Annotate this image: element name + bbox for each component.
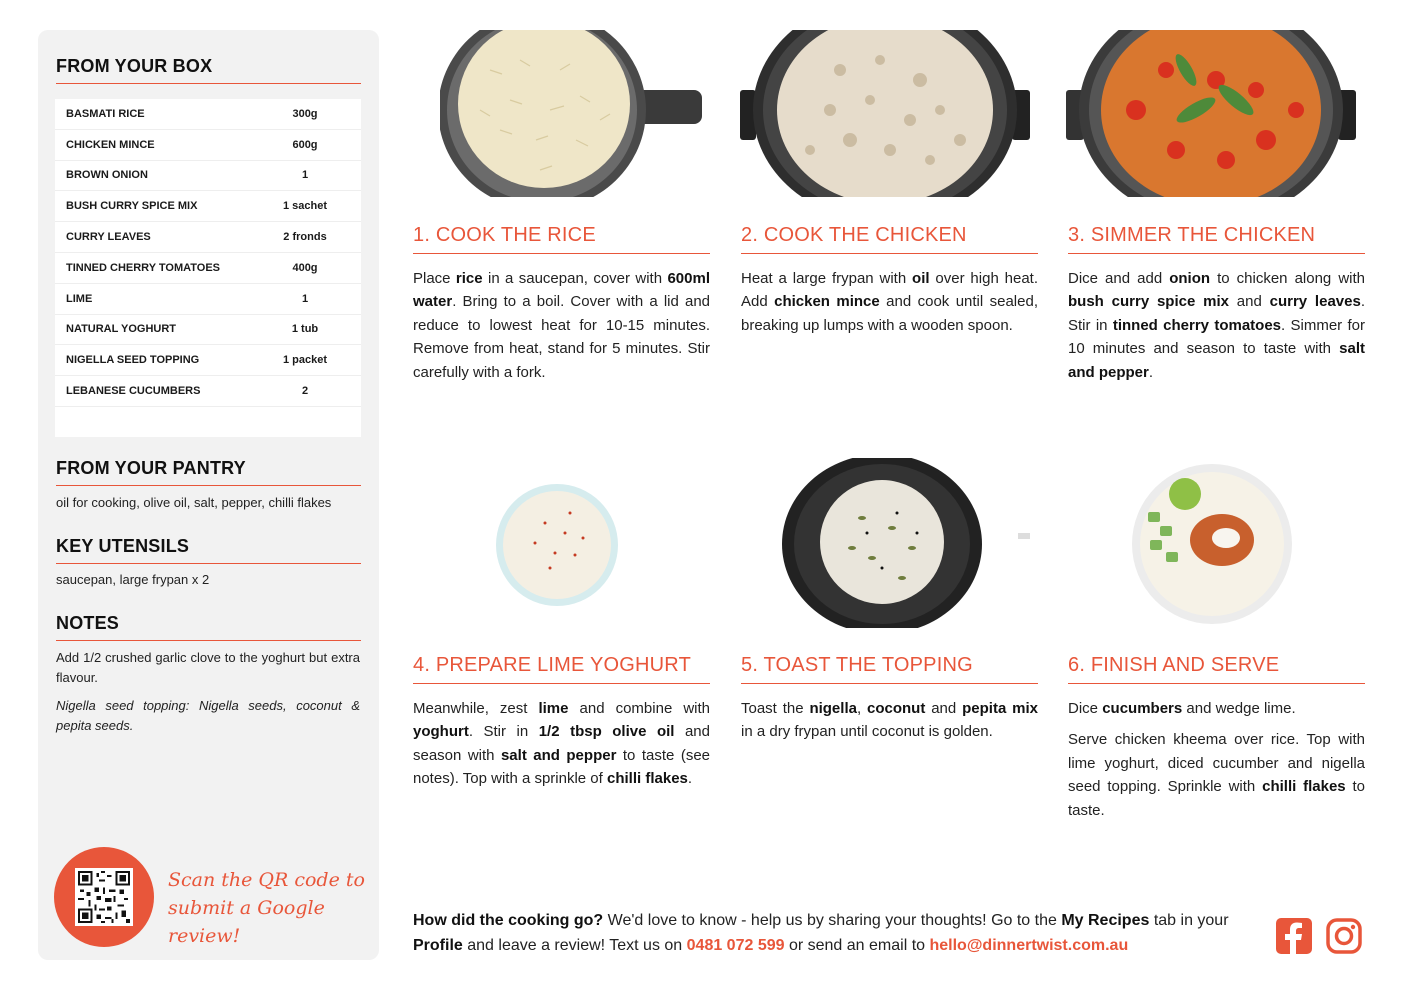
- step-paragraph: [413, 697, 710, 791]
- step-text: and: [925, 700, 963, 717]
- ingredient-name: NATURAL YOGHURT: [66, 323, 176, 336]
- ingredient-row: [55, 315, 361, 346]
- step-text: .: [1148, 363, 1154, 381]
- footer-question: How did the cooking go?: [413, 912, 604, 929]
- step-text: in a dry frypan until coconut is golden.: [741, 723, 993, 741]
- step-text: to taste (see notes). Top with a sprinkle of: [413, 746, 711, 788]
- footer-phone-link[interactable]: 0481 072 599: [686, 937, 785, 954]
- step-text: Meanwhile, zest: [413, 700, 539, 717]
- ingredient-name: CHICKEN MINCE: [66, 138, 155, 151]
- ingredient-name: BASMATI RICE: [66, 107, 145, 120]
- ingredient-qty: 1: [301, 292, 309, 305]
- step-text: and wedge lime.: [1182, 700, 1296, 717]
- step-6-image: [1130, 462, 1294, 626]
- notes-topping-text: Nigella seed topping: Nigella seeds, coconut & pepita seeds.: [56, 698, 360, 733]
- ingredient-row: [55, 191, 361, 222]
- step-text: and cook until sealed, breaking up lumps with a wooden spoon.: [741, 293, 1038, 334]
- step-1-body: [413, 267, 710, 384]
- step-5-image: [782, 458, 1032, 628]
- ingredient-qty: 400g: [292, 261, 318, 274]
- ingredient-name: NIGELLA SEED TOPPING: [66, 354, 200, 367]
- bold-ingredient: curry leaves: [1269, 293, 1361, 311]
- ingredient-row: [55, 161, 361, 192]
- step-text: . Simmer for 10 minutes and season to taste with: [1068, 316, 1365, 358]
- step-paragraph: [413, 267, 710, 384]
- step-4-image: [495, 483, 619, 607]
- ingredient-name: BROWN ONION: [66, 169, 148, 182]
- step-text: and combine with: [568, 700, 711, 717]
- utensils-title: KEY UTENSILS: [56, 536, 361, 564]
- step-text: to taste.: [1068, 778, 1365, 819]
- bold-ingredient: lime: [538, 700, 569, 717]
- ingredient-name: LIME: [66, 292, 93, 305]
- footer-my-recipes: My Recipes: [1061, 912, 1150, 929]
- step-2-title: 2. COOK THE CHICKEN: [741, 224, 1038, 254]
- footer-profile: Profile: [413, 937, 463, 954]
- bold-ingredient: pepita mix: [962, 700, 1038, 717]
- step-paragraph: [1068, 728, 1365, 822]
- ingredient-qty: 300g: [292, 107, 318, 120]
- bold-ingredient: 1/2 tbsp olive oil: [538, 723, 675, 741]
- step-text: Serve chicken kheema over rice. Top with lime yoghurt, diced cucumber and nigella seed topping. Sprinkle with: [1068, 731, 1365, 796]
- qr-caption-line2: submit a Google review!: [168, 897, 325, 947]
- qr-caption: [168, 866, 368, 950]
- bold-ingredient: oil: [912, 270, 930, 287]
- bold-ingredient: tinned cherry tomatoes: [1112, 316, 1282, 334]
- step-text: Dice: [1068, 700, 1103, 717]
- step-paragraph: [1068, 267, 1365, 384]
- ingredient-row: [55, 345, 361, 376]
- footer-text-3: and leave a review! Text us on: [462, 937, 687, 954]
- step-text: . Stir in: [1068, 293, 1365, 334]
- step-text: and season with: [413, 723, 710, 764]
- utensils-text: saucepan, large frypan x 2: [56, 572, 210, 587]
- ingredient-row: [55, 284, 361, 315]
- step-paragraph: [741, 697, 1038, 744]
- step-text: Place: [413, 270, 456, 287]
- bold-ingredient: salt and pepper: [1068, 340, 1365, 381]
- qr-code-icon[interactable]: [75, 868, 133, 926]
- ingredient-qty: 1: [301, 169, 309, 182]
- ingredient-row: [55, 253, 361, 284]
- ingredient-name: BUSH CURRY SPICE MIX: [66, 200, 198, 213]
- step-text: . Bring to a boil. Cover with a lid and reduce to lowest heat for 10-15 minutes. Remove from heat, stand for 5 minutes. Stir carefully with a fork.: [413, 293, 710, 381]
- step-2-body: [741, 267, 1038, 337]
- notes-text: Add 1/2 crushed garlic clove to the yoghurt but extra flavour.: [56, 650, 360, 685]
- facebook-icon[interactable]: [1276, 918, 1312, 954]
- feedback-footer: [413, 908, 1263, 958]
- step-1-title: 1. COOK THE RICE: [413, 224, 710, 254]
- instagram-icon[interactable]: [1326, 918, 1362, 954]
- step-text: ,: [856, 700, 867, 717]
- step-3-body: [1068, 267, 1365, 384]
- step-4-title: 4. PREPARE LIME YOGHURT: [413, 654, 710, 684]
- ingredient-name: TINNED CHERRY TOMATOES: [66, 261, 221, 274]
- ingredient-qty: 1 packet: [282, 354, 328, 367]
- from-your-box-title: FROM YOUR BOX: [56, 56, 361, 84]
- bold-ingredient: rice: [455, 270, 483, 287]
- step-6-title: 6. FINISH AND SERVE: [1068, 654, 1365, 684]
- ingredient-name: LEBANESE CUCUMBERS: [66, 385, 201, 398]
- notes-title: NOTES: [56, 613, 361, 641]
- bold-ingredient: chilli flakes: [1262, 778, 1346, 796]
- bold-ingredient: nigella: [809, 700, 857, 717]
- bold-ingredient: 600ml water: [413, 270, 710, 311]
- step-text: . Stir in: [468, 723, 539, 741]
- step-paragraph: [741, 267, 1038, 337]
- ingredient-row: [55, 376, 361, 407]
- footer-text-4: or send an email to: [784, 937, 930, 954]
- bold-ingredient: chilli flakes: [607, 770, 688, 788]
- pantry-text: oil for cooking, olive oil, salt, pepper, chilli flakes: [56, 495, 332, 510]
- footer-text-1: We'd love to know - help us by sharing your thoughts! Go to the: [603, 912, 1062, 929]
- footer-text-2: tab in your: [1149, 912, 1229, 929]
- bold-ingredient: coconut: [867, 700, 926, 717]
- ingredients-table: [55, 99, 361, 437]
- step-text: in a saucepan, cover with: [482, 270, 668, 287]
- ingredient-qty: 2: [301, 385, 309, 398]
- pantry-title: FROM YOUR PANTRY: [56, 458, 361, 486]
- bold-ingredient: bush curry spice mix: [1068, 293, 1229, 311]
- step-5-title: 5. TOAST THE TOPPING: [741, 654, 1038, 684]
- qr-caption-line1: Scan the QR code to: [168, 869, 365, 891]
- ingredient-name: CURRY LEAVES: [66, 231, 151, 244]
- ingredient-row: [55, 99, 361, 130]
- step-text: Dice and add: [1068, 270, 1170, 287]
- ingredient-row: [55, 222, 361, 253]
- bold-ingredient: chicken mince: [774, 293, 880, 311]
- step-paragraph: [1068, 697, 1365, 720]
- bold-ingredient: salt and pepper: [500, 746, 617, 764]
- ingredient-qty: 600g: [292, 138, 318, 151]
- step-5-body: [741, 697, 1038, 744]
- bold-ingredient: onion: [1169, 270, 1211, 287]
- bold-ingredient: cucumbers: [1102, 700, 1183, 717]
- step-text: Toast the: [741, 700, 810, 717]
- step-4-body: [413, 697, 710, 791]
- step-text: to chicken along with: [1210, 270, 1365, 287]
- step-2-image: [740, 30, 1030, 197]
- ingredient-qty: 2 fronds: [283, 231, 327, 244]
- ingredients-sidebar: [38, 30, 379, 960]
- ingredient-qty: 1 tub: [291, 323, 319, 336]
- step-3-image: [1066, 30, 1356, 197]
- bold-ingredient: yoghurt: [413, 723, 469, 741]
- footer-email-link[interactable]: hello@dinnertwist.com.au: [929, 937, 1129, 954]
- step-6-body: [1068, 697, 1365, 822]
- step-1-image: [440, 30, 702, 197]
- step-text: over high heat. Add: [741, 270, 1038, 311]
- qr-badge: [54, 847, 154, 947]
- ingredient-qty: 1 sachet: [282, 200, 328, 213]
- step-text: and: [1228, 293, 1270, 311]
- step-text: Heat a large frypan with: [741, 270, 913, 287]
- step-text: .: [687, 770, 693, 788]
- step-3-title: 3. SIMMER THE CHICKEN: [1068, 224, 1365, 254]
- ingredient-row: [55, 130, 361, 161]
